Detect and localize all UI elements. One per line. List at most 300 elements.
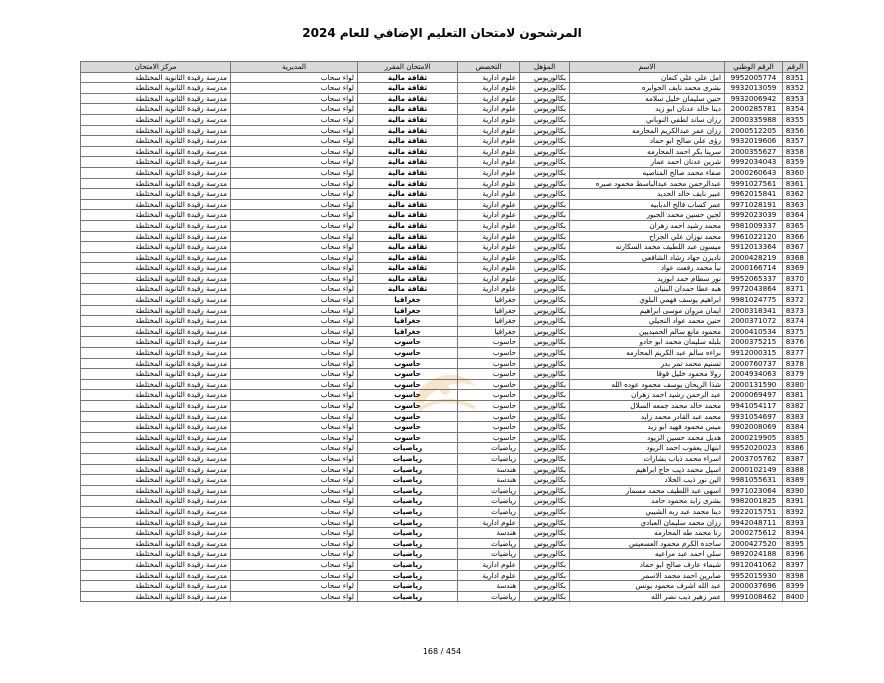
cell-exam-center: مدرسة رقيدة الثانوية المختلطة	[81, 199, 231, 210]
column-header-specialization: التخصص	[458, 62, 520, 73]
cell-national-id: 2000285781	[725, 104, 783, 115]
cell-name: هبه عطا حمدان البنيان	[570, 284, 725, 295]
cell-specialization: علوم ادارية	[458, 189, 520, 200]
cell-directorate: لواء سحاب	[231, 220, 358, 231]
cell-exam-center: مدرسة رقيدة الثانوية المختلطة	[81, 295, 231, 306]
cell-specialization: علوم ادارية	[458, 167, 520, 178]
cell-specialization: علوم ادارية	[458, 104, 520, 115]
cell-seq: 8366	[783, 231, 808, 242]
cell-national-id: 2000131590	[725, 379, 783, 390]
cell-directorate: لواء سحاب	[231, 369, 358, 380]
cell-specialization: حاسوب	[458, 390, 520, 401]
cell-exam: جغرافيا	[358, 295, 458, 306]
cell-exam-center: مدرسة رقيدة الثانوية المختلطة	[81, 485, 231, 496]
cell-seq: 8393	[783, 517, 808, 528]
table-row	[81, 231, 808, 242]
cell-exam-center: مدرسة رقيدة الثانوية المختلطة	[81, 263, 231, 274]
cell-seq: 8397	[783, 559, 808, 570]
cell-qualification: بكالوريوس	[520, 284, 570, 295]
cell-national-id: 2000428219	[725, 252, 783, 263]
cell-qualification: بكالوريوس	[520, 528, 570, 539]
cell-directorate: لواء سحاب	[231, 517, 358, 528]
cell-qualification: بكالوريوس	[520, 390, 570, 401]
cell-seq: 8389	[783, 475, 808, 486]
cell-exam: رياضيات	[358, 453, 458, 464]
cell-name: ايمان مروان موسى ابراهيم	[570, 305, 725, 316]
cell-specialization: علوم ادارية	[458, 220, 520, 231]
cell-directorate: لواء سحاب	[231, 189, 358, 200]
table-row	[81, 358, 808, 369]
cell-exam-center: مدرسة رقيدة الثانوية المختلطة	[81, 167, 231, 178]
cell-qualification: بكالوريوس	[520, 316, 570, 327]
table-row	[81, 559, 808, 570]
cell-exam-center: مدرسة رقيدة الثانوية المختلطة	[81, 538, 231, 549]
cell-exam-center: مدرسة رقيدة الثانوية المختلطة	[81, 210, 231, 221]
column-header-qualification: المؤهل	[520, 62, 570, 73]
cell-qualification: بكالوريوس	[520, 379, 570, 390]
cell-exam: رياضيات	[358, 591, 458, 602]
cell-qualification: بكالوريوس	[520, 295, 570, 306]
cell-name: اسيل محمد ذيب حاج ابراهيم	[570, 464, 725, 475]
cell-qualification: بكالوريوس	[520, 263, 570, 274]
cell-specialization: جغرافيا	[458, 326, 520, 337]
cell-exam: ثقافة مالية	[358, 284, 458, 295]
cell-seq: 8375	[783, 326, 808, 337]
cell-directorate: لواء سحاب	[231, 337, 358, 348]
cell-directorate: لواء سحاب	[231, 231, 358, 242]
cell-national-id: 9962015841	[725, 189, 783, 200]
cell-qualification: بكالوريوس	[520, 178, 570, 189]
table-row	[81, 432, 808, 443]
table-body	[81, 72, 808, 602]
cell-exam-center: مدرسة رقيدة الثانوية المختلطة	[81, 475, 231, 486]
column-header-name: الاسم	[570, 62, 725, 73]
cell-exam-center: مدرسة رقيدة الثانوية المختلطة	[81, 464, 231, 475]
cell-name: براءه سالم عبد الكريم المحارمه	[570, 348, 725, 359]
cell-name: عمر زهير ذيب نصر الله	[570, 591, 725, 602]
cell-exam-center: مدرسة رقيدة الثانوية المختلطة	[81, 93, 231, 104]
cell-exam-center: مدرسة رقيدة الثانوية المختلطة	[81, 443, 231, 454]
cell-name: نور سطام حمد ابوزيد	[570, 273, 725, 284]
cell-directorate: لواء سحاب	[231, 167, 358, 178]
cell-specialization: جغرافيا	[458, 316, 520, 327]
cell-directorate: لواء سحاب	[231, 559, 358, 570]
cell-qualification: بكالوريوس	[520, 549, 570, 560]
cell-exam: ثقافة مالية	[358, 220, 458, 231]
cell-exam-center: مدرسة رقيدة الثانوية المختلطة	[81, 422, 231, 433]
cell-exam-center: مدرسة رقيدة الثانوية المختلطة	[81, 273, 231, 284]
cell-name: ميس محمود فهيد ابو زيد	[570, 422, 725, 433]
cell-seq: 8386	[783, 443, 808, 454]
cell-qualification: بكالوريوس	[520, 496, 570, 507]
cell-name: حنين سليمان خليل سلامه	[570, 93, 725, 104]
cell-qualification: بكالوريوس	[520, 273, 570, 284]
cell-seq: 8387	[783, 453, 808, 464]
cell-specialization: علوم ادارية	[458, 83, 520, 94]
cell-national-id: 9952065337	[725, 273, 783, 284]
cell-exam: حاسوب	[358, 390, 458, 401]
cell-exam-center: مدرسة رقيدة الثانوية المختلطة	[81, 591, 231, 602]
cell-national-id: 2000275612	[725, 528, 783, 539]
cell-exam-center: مدرسة رقيدة الثانوية المختلطة	[81, 506, 231, 517]
cell-exam-center: مدرسة رقيدة الثانوية المختلطة	[81, 72, 231, 83]
cell-name: بلبله سليمان محمد ابو حادو	[570, 337, 725, 348]
cell-exam: جغرافيا	[358, 326, 458, 337]
cell-seq: 8354	[783, 104, 808, 115]
cell-name: دينا محمد عبد ربه الشيبي	[570, 506, 725, 517]
cell-specialization: علوم ادارية	[458, 136, 520, 147]
cell-directorate: لواء سحاب	[231, 475, 358, 486]
table-header-row	[81, 62, 808, 73]
cell-seq: 8369	[783, 263, 808, 274]
cell-seq: 8355	[783, 114, 808, 125]
cell-exam-center: مدرسة رقيدة الثانوية المختلطة	[81, 570, 231, 581]
cell-directorate: لواء سحاب	[231, 528, 358, 539]
cell-specialization: رياضيات	[458, 538, 520, 549]
cell-directorate: لواء سحاب	[231, 485, 358, 496]
cell-exam: رياضيات	[358, 485, 458, 496]
cell-seq: 8353	[783, 93, 808, 104]
cell-national-id: 9971023064	[725, 485, 783, 496]
table-row	[81, 591, 808, 602]
cell-seq: 8385	[783, 432, 808, 443]
table-row	[81, 125, 808, 136]
cell-exam: جغرافيا	[358, 305, 458, 316]
cell-seq: 8377	[783, 348, 808, 359]
cell-name: ميسون عبد اللطيف محمد السكارنه	[570, 242, 725, 253]
cell-qualification: بكالوريوس	[520, 220, 570, 231]
cell-directorate: لواء سحاب	[231, 210, 358, 221]
cell-seq: 8379	[783, 369, 808, 380]
cell-national-id: 9892024188	[725, 549, 783, 560]
cell-specialization: علوم ادارية	[458, 284, 520, 295]
cell-directorate: لواء سحاب	[231, 284, 358, 295]
table-row	[81, 528, 808, 539]
cell-national-id: 9992023039	[725, 210, 783, 221]
cell-specialization: هندسة	[458, 464, 520, 475]
cell-exam: ثقافة مالية	[358, 83, 458, 94]
table-row	[81, 210, 808, 221]
cell-national-id: 2003705762	[725, 453, 783, 464]
table-row	[81, 570, 808, 581]
cell-exam: حاسوب	[358, 411, 458, 422]
cell-directorate: لواء سحاب	[231, 358, 358, 369]
cell-exam: ثقافة مالية	[358, 72, 458, 83]
cell-qualification: بكالوريوس	[520, 570, 570, 581]
cell-exam: حاسوب	[358, 348, 458, 359]
cell-national-id: 9981055631	[725, 475, 783, 486]
cell-specialization: علوم ادارية	[458, 517, 520, 528]
cell-name: حنين محمد عواد النجيلي	[570, 316, 725, 327]
cell-national-id: 9981024775	[725, 295, 783, 306]
cell-specialization: حاسوب	[458, 358, 520, 369]
cell-exam: رياضيات	[358, 549, 458, 560]
cell-exam: ثقافة مالية	[358, 189, 458, 200]
cell-national-id: 9932013059	[725, 83, 783, 94]
cell-seq: 8382	[783, 401, 808, 412]
cell-seq: 8399	[783, 581, 808, 592]
cell-qualification: بكالوريوس	[520, 411, 570, 422]
cell-directorate: لواء سحاب	[231, 443, 358, 454]
table-row	[81, 443, 808, 454]
cell-specialization: حاسوب	[458, 411, 520, 422]
table-row	[81, 337, 808, 348]
column-header-national-id: الرقم الوطني	[725, 62, 783, 73]
cell-name: عبد الرحمن رشيد احمد زهران	[570, 390, 725, 401]
cell-exam: رياضيات	[358, 506, 458, 517]
cell-national-id: 9941054117	[725, 401, 783, 412]
cell-qualification: بكالوريوس	[520, 242, 570, 253]
table-row	[81, 72, 808, 83]
cell-exam: حاسوب	[358, 422, 458, 433]
cell-specialization: علوم ادارية	[458, 72, 520, 83]
table-row	[81, 242, 808, 253]
column-header-exam-center: مركز الامتحان	[81, 62, 231, 73]
cell-specialization: حاسوب	[458, 348, 520, 359]
cell-exam: ثقافة مالية	[358, 157, 458, 168]
cell-national-id: 2000069497	[725, 390, 783, 401]
cell-seq: 8396	[783, 549, 808, 560]
cell-seq: 8384	[783, 422, 808, 433]
table-row	[81, 199, 808, 210]
table-row	[81, 401, 808, 412]
table-row	[81, 114, 808, 125]
table-row	[81, 369, 808, 380]
cell-directorate: لواء سحاب	[231, 104, 358, 115]
cell-qualification: بكالوريوس	[520, 167, 570, 178]
cell-national-id: 2000760737	[725, 358, 783, 369]
cell-specialization: هندسة	[458, 581, 520, 592]
cell-qualification: بكالوريوس	[520, 104, 570, 115]
cell-directorate: لواء سحاب	[231, 422, 358, 433]
cell-specialization: علوم ادارية	[458, 263, 520, 274]
cell-specialization: علوم ادارية	[458, 125, 520, 136]
cell-name: اسهى عبد اللطيف محمد مسمار	[570, 485, 725, 496]
cell-national-id: 9991008462	[725, 591, 783, 602]
table-row	[81, 517, 808, 528]
cell-specialization: علوم ادارية	[458, 93, 520, 104]
cell-national-id: 9902008069	[725, 422, 783, 433]
cell-seq: 8357	[783, 136, 808, 147]
cell-seq: 8372	[783, 295, 808, 306]
cell-qualification: بكالوريوس	[520, 517, 570, 528]
cell-name: شذا الريحان يوسف محمود عوده الله	[570, 379, 725, 390]
table-row	[81, 273, 808, 284]
cell-specialization: جغرافيا	[458, 305, 520, 316]
cell-exam-center: مدرسة رقيدة الثانوية المختلطة	[81, 559, 231, 570]
cell-seq: 8380	[783, 379, 808, 390]
cell-directorate: لواء سحاب	[231, 72, 358, 83]
cell-name: رزان عمر عبدالكريم المحارمه	[570, 125, 725, 136]
cell-qualification: بكالوريوس	[520, 252, 570, 263]
cell-qualification: بكالوريوس	[520, 210, 570, 221]
table-row	[81, 475, 808, 486]
cell-national-id: 2000355627	[725, 146, 783, 157]
cell-directorate: لواء سحاب	[231, 316, 358, 327]
cell-exam-center: مدرسة رقيدة الثانوية المختلطة	[81, 231, 231, 242]
cell-name: رزان ساند لطفي النوباني	[570, 114, 725, 125]
cell-national-id: 9972043864	[725, 284, 783, 295]
table-row	[81, 464, 808, 475]
cell-name: سرينا بكر احمد المحارمه	[570, 146, 725, 157]
cell-name: صابرين احمد محمد الاسمر	[570, 570, 725, 581]
cell-name: عبير نايف خالد الحديد	[570, 189, 725, 200]
table-row	[81, 146, 808, 157]
cell-directorate: لواء سحاب	[231, 464, 358, 475]
cell-qualification: بكالوريوس	[520, 348, 570, 359]
cell-exam: ثقافة مالية	[358, 178, 458, 189]
cell-exam: رياضيات	[358, 559, 458, 570]
cell-specialization: رياضيات	[458, 506, 520, 517]
cell-specialization: علوم ادارية	[458, 210, 520, 221]
cell-national-id: 9961022120	[725, 231, 783, 242]
cell-seq: 8394	[783, 528, 808, 539]
cell-qualification: بكالوريوس	[520, 538, 570, 549]
cell-specialization: جغرافيا	[458, 295, 520, 306]
cell-seq: 8356	[783, 125, 808, 136]
cell-specialization: هندسة	[458, 528, 520, 539]
cell-specialization: هندسة	[458, 475, 520, 486]
cell-exam-center: مدرسة رقيدة الثانوية المختلطة	[81, 549, 231, 560]
table-row	[81, 453, 808, 464]
cell-exam-center: مدرسة رقيدة الثانوية المختلطة	[81, 284, 231, 295]
cell-specialization: علوم ادارية	[458, 559, 520, 570]
cell-national-id: 9931054697	[725, 411, 783, 422]
cell-seq: 8392	[783, 506, 808, 517]
cell-name: عبد الله اشرف محمود يونس	[570, 581, 725, 592]
cell-specialization: رياضيات	[458, 453, 520, 464]
cell-qualification: بكالوريوس	[520, 464, 570, 475]
cell-directorate: لواء سحاب	[231, 549, 358, 560]
cell-name: الين نور ذيب الخلاد	[570, 475, 725, 486]
table-row	[81, 189, 808, 200]
cell-seq: 8360	[783, 167, 808, 178]
cell-specialization: علوم ادارية	[458, 231, 520, 242]
cell-name: لجين حسين محمد الجبور	[570, 210, 725, 221]
cell-exam: ثقافة مالية	[358, 199, 458, 210]
cell-qualification: بكالوريوس	[520, 146, 570, 157]
cell-exam-center: مدرسة رقيدة الثانوية المختلطة	[81, 411, 231, 422]
cell-name: رولا محمود خليل قوقا	[570, 369, 725, 380]
cell-name: تسنيم محمد تمر بدر	[570, 358, 725, 369]
cell-exam-center: مدرسة رقيدة الثانوية المختلطة	[81, 581, 231, 592]
table-row	[81, 379, 808, 390]
cell-specialization: رياضيات	[458, 443, 520, 454]
cell-exam: ثقافة مالية	[358, 93, 458, 104]
cell-national-id: 9952020023	[725, 443, 783, 454]
cell-exam-center: مدرسة رقيدة الثانوية المختلطة	[81, 432, 231, 443]
cell-seq: 8390	[783, 485, 808, 496]
cell-qualification: بكالوريوس	[520, 305, 570, 316]
cell-exam: رياضيات	[358, 496, 458, 507]
cell-national-id: 9932019606	[725, 136, 783, 147]
cell-name: ابراهيم يوسف فهمي البلوي	[570, 295, 725, 306]
cell-name: ناديزن جهاد رشاد الشافعي	[570, 252, 725, 263]
cell-name: محمود مانع سالم الحميديين	[570, 326, 725, 337]
cell-exam: حاسوب	[358, 401, 458, 412]
cell-exam: حاسوب	[358, 337, 458, 348]
cell-qualification: بكالوريوس	[520, 157, 570, 168]
cell-qualification: بكالوريوس	[520, 453, 570, 464]
cell-seq: 8361	[783, 178, 808, 189]
cell-specialization: حاسوب	[458, 379, 520, 390]
cell-name: دينا خالد عدنان ابو زيد	[570, 104, 725, 115]
cell-qualification: بكالوريوس	[520, 443, 570, 454]
cell-qualification: بكالوريوس	[520, 231, 570, 242]
cell-directorate: لواء سحاب	[231, 295, 358, 306]
cell-exam: ثقافة مالية	[358, 273, 458, 284]
cell-seq: 8352	[783, 83, 808, 94]
table-row	[81, 284, 808, 295]
table-row	[81, 305, 808, 316]
cell-qualification: بكالوريوس	[520, 114, 570, 125]
cell-directorate: لواء سحاب	[231, 273, 358, 284]
table-row	[81, 263, 808, 274]
cell-specialization: رياضيات	[458, 496, 520, 507]
cell-national-id: 9981009337	[725, 220, 783, 231]
cell-national-id: 2000512205	[725, 125, 783, 136]
cell-name: رزان محمد سليمان العبادي	[570, 517, 725, 528]
cell-exam: رياضيات	[358, 443, 458, 454]
cell-directorate: لواء سحاب	[231, 93, 358, 104]
cell-qualification: بكالوريوس	[520, 358, 570, 369]
cell-name: بشرى محمد نايف الجوابره	[570, 83, 725, 94]
table-row	[81, 538, 808, 549]
cell-directorate: لواء سحاب	[231, 401, 358, 412]
cell-name: سلي احمد عبد مراعيه	[570, 549, 725, 560]
cell-directorate: لواء سحاب	[231, 390, 358, 401]
cell-qualification: بكالوريوس	[520, 422, 570, 433]
cell-exam-center: مدرسة رقيدة الثانوية المختلطة	[81, 178, 231, 189]
table-row	[81, 581, 808, 592]
cell-name: شيماء عارف صالح ابو حماد	[570, 559, 725, 570]
cell-national-id: 2004934063	[725, 369, 783, 380]
cell-seq: 8378	[783, 358, 808, 369]
cell-seq: 8391	[783, 496, 808, 507]
cell-qualification: بكالوريوس	[520, 581, 570, 592]
cell-exam: ثقافة مالية	[358, 146, 458, 157]
cell-directorate: لواء سحاب	[231, 496, 358, 507]
cell-directorate: لواء سحاب	[231, 263, 358, 274]
table-row	[81, 252, 808, 263]
cell-exam-center: مدرسة رقيدة الثانوية المختلطة	[81, 189, 231, 200]
cell-specialization: رياضيات	[458, 549, 520, 560]
cell-directorate: لواء سحاب	[231, 591, 358, 602]
cell-specialization: حاسوب	[458, 432, 520, 443]
table-row	[81, 220, 808, 231]
cell-national-id: 2000427520	[725, 538, 783, 549]
cell-national-id: 9912000315	[725, 348, 783, 359]
cell-specialization: علوم ادارية	[458, 273, 520, 284]
table-row	[81, 178, 808, 189]
cell-national-id: 9971028191	[725, 199, 783, 210]
cell-seq: 8383	[783, 411, 808, 422]
cell-specialization: حاسوب	[458, 369, 520, 380]
cell-exam-center: مدرسة رقيدة الثانوية المختلطة	[81, 496, 231, 507]
cell-seq: 8364	[783, 210, 808, 221]
cell-seq: 8400	[783, 591, 808, 602]
cell-exam-center: مدرسة رقيدة الثانوية المختلطة	[81, 252, 231, 263]
cell-directorate: لواء سحاب	[231, 125, 358, 136]
cell-national-id: 2000102149	[725, 464, 783, 475]
cell-national-id: 9982001825	[725, 496, 783, 507]
cell-specialization: علوم ادارية	[458, 157, 520, 168]
cell-qualification: بكالوريوس	[520, 326, 570, 337]
cell-name: رؤى علي صالح ابو حماد	[570, 136, 725, 147]
cell-national-id: 9952005774	[725, 72, 783, 83]
cell-specialization: علوم ادارية	[458, 252, 520, 263]
cell-name: محمد خالد محمد جمعه السلال	[570, 401, 725, 412]
